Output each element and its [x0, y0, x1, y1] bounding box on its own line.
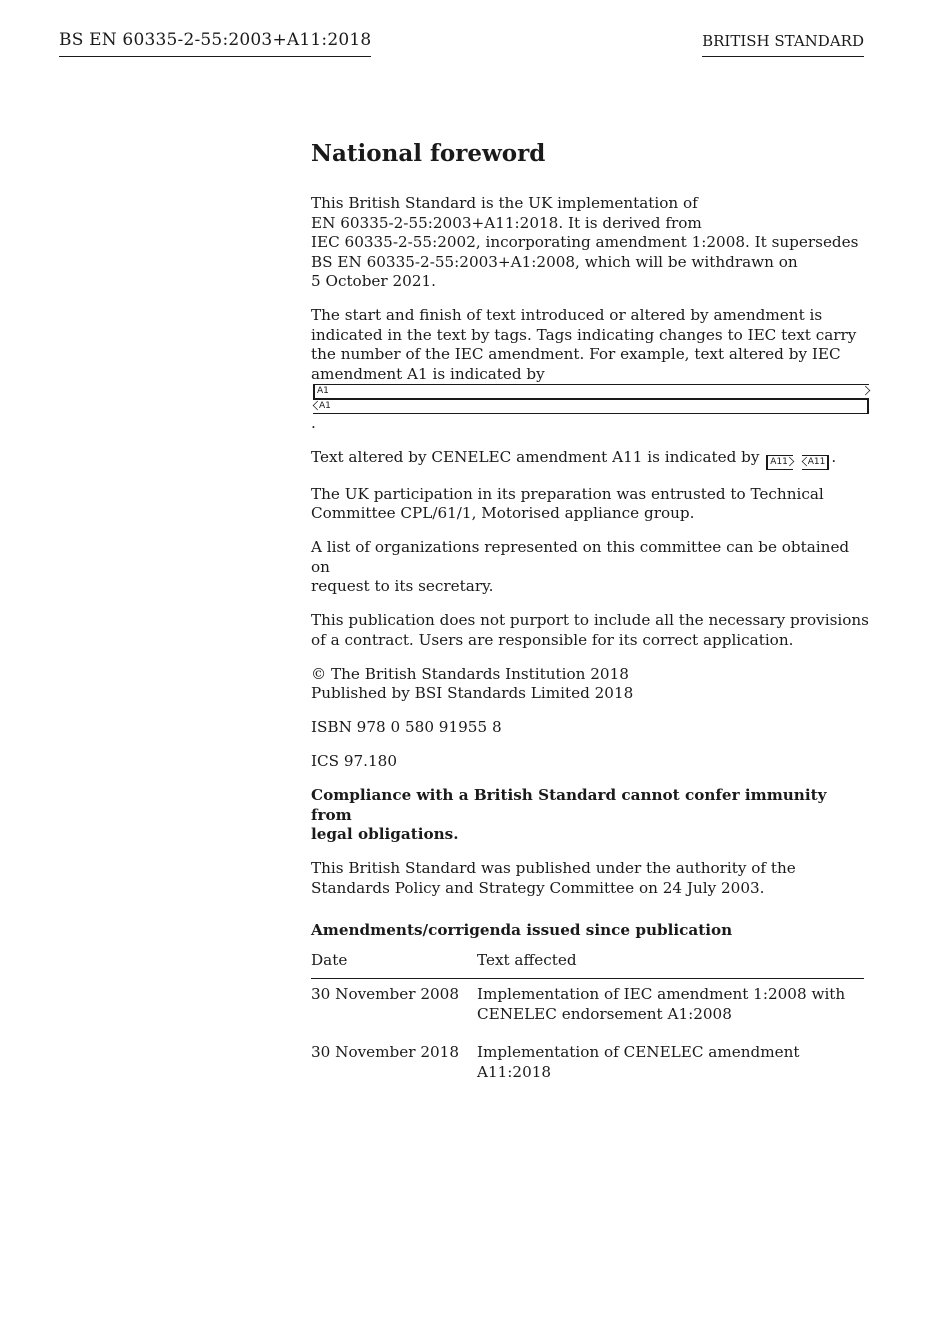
standard-category: BRITISH STANDARD [702, 32, 864, 57]
amendment-open-tag-icon: A1 [313, 384, 869, 399]
amendment-date: 30 November 2018 [311, 1043, 460, 1061]
compliance-notice: Compliance with a British Standard cannot confer immunity from legal obligations. [311, 786, 827, 843]
cenelec-open-tag-icon: A11 [766, 455, 793, 470]
amendments-table [311, 949, 864, 1083]
text-affected-column-header: Text affected [477, 949, 864, 979]
table-header-row [311, 949, 864, 979]
organizations-paragraph: A list of organizations represented on this committee can be obtained on request to its secretary. [311, 538, 850, 595]
cenelec-close-tag-icon: A11 [802, 455, 830, 470]
cenelec-tags-paragraph: Text altered by CENELEC amendment A11 is indicated by A11 A11 . [311, 448, 871, 470]
amendment-text: Implementation of IEC amendment 1:2008 with CENELEC endorsement A1:2008 [477, 985, 846, 1023]
committee-paragraph: The UK participation in its preparation was entrusted to Technical Committee CPL/61/1, Motorised appliance group. [311, 484, 824, 522]
ics-code: ICS 97.180 [311, 752, 397, 770]
amendment-close-tag-icon: A1 [313, 399, 869, 414]
amendments-heading: Amendments/corrigenda issued since publication [311, 921, 733, 939]
copyright-paragraph: © The British Standards Institution 2018 Published by BSI Standards Limited 2018 [311, 664, 634, 702]
table-row [311, 1038, 864, 1082]
amendment-tags-paragraph: The start and finish of text introduced or altered by amendment is indicated in the text by tags. Tags indicating changes to IEC text carry the number of the IEC amendment. For example, text altered by IEC amendment A1 is indicated by A1 A1 . [311, 306, 871, 434]
foreword-body [311, 140, 871, 1082]
disclaimer-paragraph: This publication does not purport to include all the necessary provisions of a contract. Users are responsible for its correct application. [311, 611, 869, 649]
isbn: ISBN 978 0 580 91955 8 [311, 718, 502, 736]
amendment-text: Implementation of CENELEC amendment A11:2018 [477, 1043, 800, 1081]
implementation-paragraph: This British Standard is the UK implementation of EN 60335-2-55:2003+A11:2018. It is derived from IEC 60335-2-55:2002, incorporating amendment 1:2008. It supersedes BS EN 60335-2-55:2003+A1:2008, which will be withdrawn on 5 October 2021. [311, 194, 859, 290]
table-row [311, 979, 864, 1039]
page-title: National foreword [311, 140, 546, 167]
authority-paragraph: This British Standard was published under the authority of the Standards Policy and Strategy Committee on 24 July 2003. [311, 859, 796, 897]
document-id: BS EN 60335-2-55:2003+A11:2018 [59, 30, 371, 57]
date-column-header: Date [311, 949, 477, 979]
amendment-date: 30 November 2008 [311, 985, 460, 1003]
